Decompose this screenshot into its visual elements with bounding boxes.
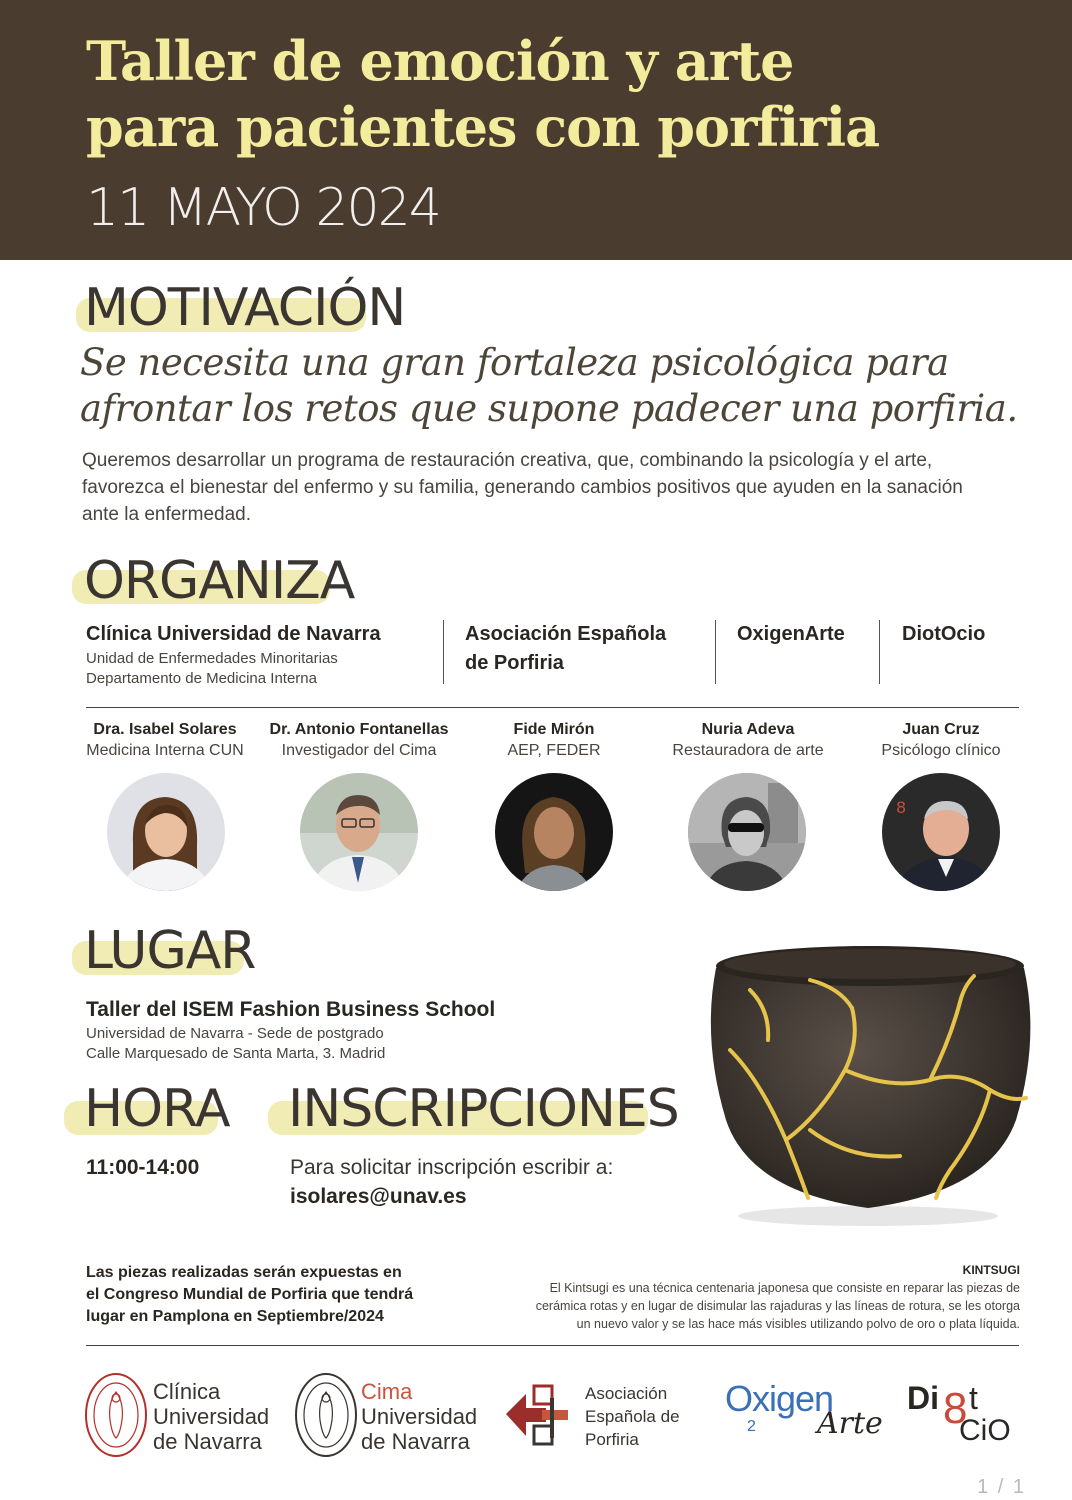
logo-text: Di — [907, 1380, 939, 1416]
heading-inscripciones: INSCRIPCIONES — [288, 1079, 679, 1139]
kintsugi-title: KINTSUGI — [962, 1263, 1020, 1277]
logo-text: de Navarra — [361, 1429, 470, 1454]
person-role: Restauradora de arte — [672, 742, 824, 759]
title-line-1: Taller de emoción y arte — [86, 29, 794, 93]
avatar-juan-cruz — [882, 773, 1000, 891]
svg-text:8: 8 — [896, 798, 907, 817]
person-name: Nuria Adeva — [701, 721, 795, 738]
person-name: Fide Mirón — [513, 721, 595, 738]
exhibition-note — [86, 1262, 486, 1328]
logo-text: Porfiria — [585, 1430, 639, 1449]
organizer-cun — [86, 620, 436, 689]
organizer-sub: Unidad de Enfermedades Minoritarias — [86, 650, 338, 667]
cima-seal-icon — [294, 1372, 358, 1458]
logo-cun — [153, 1379, 269, 1454]
logo-diotocio — [907, 1380, 1027, 1450]
cun-seal-icon — [84, 1372, 148, 1458]
motivation-paragraph: Queremos desarrollar un programa de restauración creativa, que, combinando la psicología y el arte, favorezca el bienestar del enfermo y su familia, generando cambios positivos que ayuden en la sanación ante la enfermedad. — [82, 450, 963, 525]
logo-text: de Navarra — [153, 1429, 262, 1454]
event-hours: 11:00-14:00 — [86, 1156, 200, 1179]
organizer-name: de Porfiria — [465, 652, 564, 674]
person-role: Investigador del Cima — [281, 742, 437, 759]
heading-hora: HORA — [84, 1079, 230, 1139]
kintsugi-line: un nuevo valor y se las hace más visibles utilizando polvo de oro o plata líquida. — [576, 1317, 1020, 1331]
person-card — [65, 719, 265, 761]
aep-logo-icon — [504, 1380, 580, 1452]
organizer-name: Asociación Española — [465, 623, 667, 645]
organizer-name: Clínica Universidad de Navarra — [86, 623, 381, 645]
person-name: Dr. Antonio Fontanellas — [269, 721, 449, 738]
person-card — [648, 719, 848, 761]
logo-text: Universidad — [361, 1404, 478, 1429]
title-line-2: para pacientes con porfiria — [86, 95, 880, 159]
logo-text: Oxigen — [725, 1378, 834, 1419]
heading-motivacion: MOTIVACIÓN — [84, 278, 406, 338]
avatar-isabel-solares — [107, 773, 225, 891]
page-title — [86, 28, 1046, 160]
logo-cima — [361, 1379, 477, 1454]
heading-lugar: LUGAR — [84, 921, 256, 981]
venue-line-2: Calle Marquesado de Santa Marta, 3. Madrid — [86, 1045, 386, 1062]
organizer-oxigenarte — [737, 620, 845, 649]
logo-text: 8 — [943, 1384, 968, 1433]
organizer-aep — [465, 620, 705, 678]
logo-text: Arte — [817, 1406, 883, 1441]
logo-text: CiO — [959, 1414, 1011, 1447]
avatar-fide-miron — [495, 773, 613, 891]
exhibition-line: Las piezas realizadas serán expuestas en — [86, 1264, 402, 1281]
logo-text: t — [969, 1380, 978, 1416]
registration-email[interactable]: isolares@unav.es — [290, 1185, 467, 1208]
logo-aep — [585, 1382, 680, 1451]
avatar-antonio-fontanellas — [300, 773, 418, 891]
event-date: 11 MAYO 2024 — [86, 178, 440, 238]
venue-name: Taller del ISEM Fashion Business School — [86, 998, 496, 1021]
exhibition-line: lugar en Pamplona en Septiembre/2024 — [86, 1308, 384, 1325]
divider — [879, 620, 880, 684]
person-role: AEP, FEDER — [507, 742, 601, 759]
organizer-diotocio — [902, 620, 985, 649]
person-role: Medicina Interna CUN — [86, 742, 244, 759]
divider — [715, 620, 716, 684]
logo-text: Cima — [361, 1379, 413, 1404]
exhibition-line: el Congreso Mundial de Porfiria que tendrá — [86, 1286, 414, 1303]
page-indicator: 1 / 1 — [977, 1476, 1026, 1498]
divider — [443, 620, 444, 684]
kintsugi-line: cerámica rotas y en lugar de disimular las rajaduras y las líneas de rotura, se les otorga — [535, 1299, 1020, 1313]
heading-organiza: ORGANIZA — [84, 551, 355, 611]
logo-text: Clínica — [153, 1379, 221, 1404]
quote-line-1: Se necesita una gran fortaleza psicológica para — [80, 341, 949, 384]
logo-text: Universidad — [153, 1404, 270, 1429]
person-card — [259, 719, 459, 761]
person-card — [454, 719, 654, 761]
registration-text: Para solicitar inscripción escribir a: — [290, 1156, 614, 1179]
quote-line-2: afrontar los retos que supone padecer una porfiria. — [80, 387, 1018, 430]
kintsugi-description — [460, 1279, 1020, 1333]
person-role: Psicólogo clínico — [881, 742, 1001, 759]
kintsugi-line: El Kintsugi es una técnica centenaria japonesa que consiste en reparar las piezas de — [549, 1281, 1020, 1295]
logo-text: Española de — [585, 1407, 680, 1426]
logo-text: Asociación — [585, 1384, 668, 1403]
person-card — [841, 719, 1041, 761]
divider — [86, 707, 1019, 708]
venue-line-1: Universidad de Navarra - Sede de postgrado — [86, 1025, 384, 1042]
kintsugi-bowl-image — [690, 930, 1050, 1230]
motivation-quote — [80, 340, 1040, 432]
divider — [86, 1345, 1019, 1346]
organizer-sub: Departamento de Medicina Interna — [86, 670, 317, 687]
logo-oxigenarte — [725, 1378, 885, 1448]
person-name: Juan Cruz — [902, 721, 980, 738]
avatar-nuria-adeva — [688, 773, 806, 891]
organizer-name: DiotOcio — [902, 623, 986, 645]
organizer-name: OxigenArte — [737, 623, 845, 645]
logo-text: 2 — [747, 1418, 756, 1435]
person-name: Dra. Isabel Solares — [93, 721, 237, 738]
